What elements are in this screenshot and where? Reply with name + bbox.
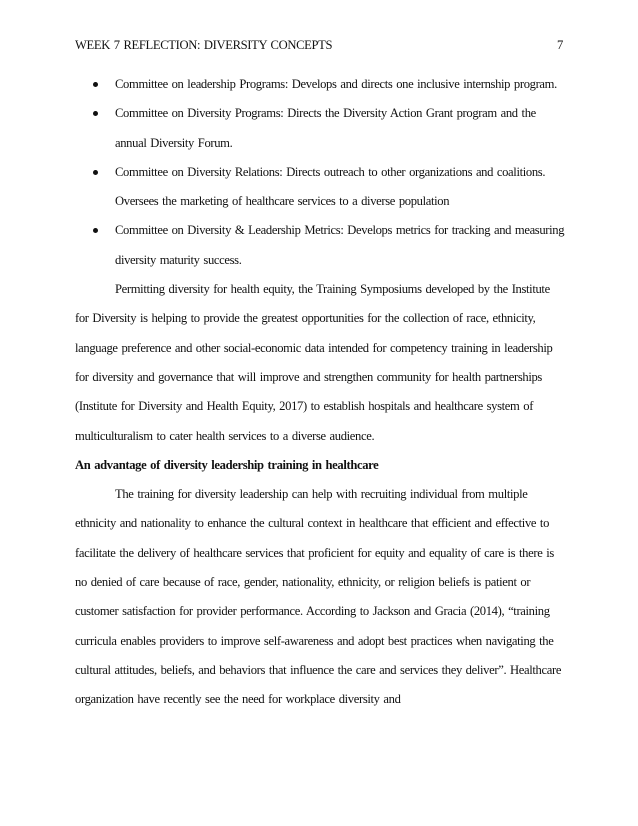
bullet-icon [93,82,98,87]
bullet-icon [93,170,98,175]
body-paragraph: The training for diversity leadership can help with recruiting individual from multiple ethnicity and nationality to enhance the cultural context in healthcare that efficient and effective to facilitate the delivery of healthcare services that proficient for equity and equality of care is there is no denied of care because of race, gender, nationality, ethnicity, or religion beliefs is patient or customer satisfaction for provider performance. According to Jackson and Gracia (2014), “training curricula enables providers to improve self-awareness and adopt best practices when navigating the cultural attitudes, beliefs, and behaviors that influence the care and services they deliver”. Healthcare organization have recently see the need for workplace diversity and [75,487,562,707]
list-item [75,99,567,158]
list-item-text: Committee on leadership Programs: Develops and directs one inclusive internship program. [115,77,557,91]
list-item-text: Committee on Diversity & Leadership Metrics: Develops metrics for tracking and measuring diversity maturity success. [115,223,565,267]
list-item [75,158,567,217]
body-content [75,70,567,715]
list-item [75,70,567,99]
page-number: 7 [557,38,563,52]
committee-list [75,70,567,275]
list-item [75,216,567,275]
running-header [75,38,563,54]
list-item-text: Committee on Diversity Programs: Directs the Diversity Action Grant program and the annual Diversity Forum. [115,106,536,150]
list-item-text: Committee on Diversity Relations: Directs outreach to other organizations and coalitions. Oversees the marketing of healthcare services to a diverse population [115,164,546,209]
section-heading: An advantage of diversity leadership training in healthcare [75,457,379,472]
bullet-icon [93,111,98,116]
body-paragraph: Permitting diversity for health equity, the Training Symposiums developed by the Institute for Diversity is helping to provide the greatest opportunities for the collection of race, ethnicity, language preference and other social-economic data intended for competency training in leadership for diversity and governance that will improve and strengthen community for health partnerships (Institute for Diversity and Health Equity, 2017) to establish hospitals and healthcare system of multiculturalism to cater health services to a diverse audience. [75,282,553,443]
header-title: WEEK 7 REFLECTION: DIVERSITY CONCEPTS [75,38,333,52]
bullet-icon [93,228,98,233]
